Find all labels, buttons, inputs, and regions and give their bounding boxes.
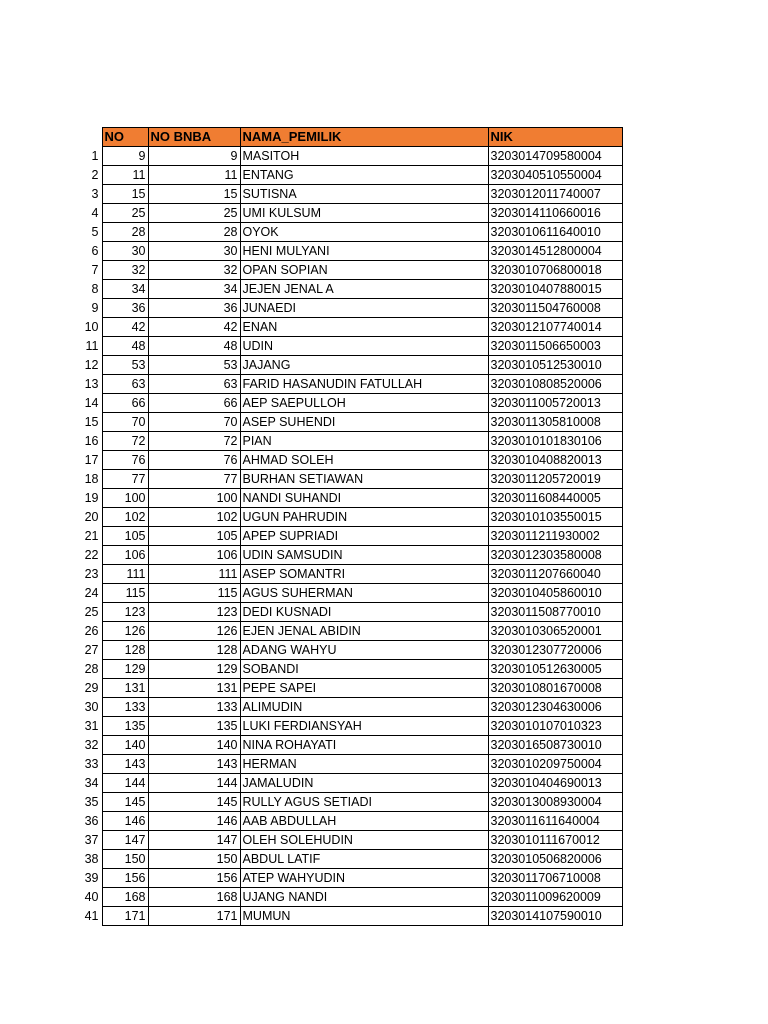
nama-pemilik-cell: MUMUN: [240, 907, 488, 926]
no-cell: 9: [102, 147, 148, 166]
row-index-header: [82, 128, 102, 147]
no-bnba-cell: 32: [148, 261, 240, 280]
nik-cell: 3203010801670008: [488, 679, 622, 698]
nama-pemilik-cell: NANDI SUHANDI: [240, 489, 488, 508]
table-row: [82, 736, 622, 755]
nik-cell: 3203012303580008: [488, 546, 622, 565]
nik-cell: 3203011611640004: [488, 812, 622, 831]
table-row: [82, 698, 622, 717]
no-bnba-cell: 106: [148, 546, 240, 565]
no-bnba-cell: 25: [148, 204, 240, 223]
nik-cell: 3203012307720006: [488, 641, 622, 660]
no-cell: 70: [102, 413, 148, 432]
nik-cell: 3203011504760008: [488, 299, 622, 318]
column-header-no: NO: [102, 128, 148, 147]
nama-pemilik-cell: ENTANG: [240, 166, 488, 185]
no-cell: 48: [102, 337, 148, 356]
no-bnba-cell: 123: [148, 603, 240, 622]
nik-cell: 3203010506820006: [488, 850, 622, 869]
table-row: [82, 166, 622, 185]
row-index-cell: 28: [82, 660, 102, 679]
table-row: [82, 261, 622, 280]
nik-cell: 3203010103550015: [488, 508, 622, 527]
no-bnba-cell: 145: [148, 793, 240, 812]
no-cell: 131: [102, 679, 148, 698]
row-index-cell: 20: [82, 508, 102, 527]
no-bnba-cell: 53: [148, 356, 240, 375]
nik-cell: 3203011305810008: [488, 413, 622, 432]
no-bnba-cell: 36: [148, 299, 240, 318]
no-cell: 123: [102, 603, 148, 622]
nik-cell: 3203010407880015: [488, 280, 622, 299]
nik-cell: 3203012107740014: [488, 318, 622, 337]
nik-cell: 3203040510550004: [488, 166, 622, 185]
row-index-cell: 3: [82, 185, 102, 204]
nik-cell: 3203010111670012: [488, 831, 622, 850]
table-row: [82, 660, 622, 679]
table-row: [82, 888, 622, 907]
no-bnba-cell: 168: [148, 888, 240, 907]
nama-pemilik-cell: AEP SAEPULLOH: [240, 394, 488, 413]
no-bnba-cell: 70: [148, 413, 240, 432]
table-row: [82, 508, 622, 527]
table-row: [82, 451, 622, 470]
table-row: [82, 413, 622, 432]
no-cell: 171: [102, 907, 148, 926]
no-cell: 76: [102, 451, 148, 470]
no-bnba-cell: 129: [148, 660, 240, 679]
row-index-cell: 35: [82, 793, 102, 812]
no-cell: 146: [102, 812, 148, 831]
nama-pemilik-cell: NINA ROHAYATI: [240, 736, 488, 755]
table-row: [82, 565, 622, 584]
nama-pemilik-cell: HENI MULYANI: [240, 242, 488, 261]
table-row: [82, 812, 622, 831]
nama-pemilik-cell: OYOK: [240, 223, 488, 242]
row-index-cell: 29: [82, 679, 102, 698]
no-cell: 42: [102, 318, 148, 337]
no-cell: 128: [102, 641, 148, 660]
table-row: [82, 850, 622, 869]
no-bnba-cell: 140: [148, 736, 240, 755]
table-row: [82, 280, 622, 299]
table-row: [82, 299, 622, 318]
no-bnba-cell: 66: [148, 394, 240, 413]
nama-pemilik-cell: BURHAN SETIAWAN: [240, 470, 488, 489]
table-row: [82, 223, 622, 242]
no-cell: 25: [102, 204, 148, 223]
row-index-cell: 17: [82, 451, 102, 470]
no-cell: 144: [102, 774, 148, 793]
nama-pemilik-cell: DEDI KUSNADI: [240, 603, 488, 622]
no-cell: 126: [102, 622, 148, 641]
nama-pemilik-cell: ENAN: [240, 318, 488, 337]
row-index-cell: 8: [82, 280, 102, 299]
nama-pemilik-cell: PIAN: [240, 432, 488, 451]
row-index-cell: 23: [82, 565, 102, 584]
nik-cell: 3203012304630006: [488, 698, 622, 717]
no-cell: 34: [102, 280, 148, 299]
nama-pemilik-cell: JAJANG: [240, 356, 488, 375]
nik-cell: 3203014709580004: [488, 147, 622, 166]
no-cell: 150: [102, 850, 148, 869]
nik-cell: 3203011207660040: [488, 565, 622, 584]
nik-cell: 3203014512800004: [488, 242, 622, 261]
row-index-cell: 39: [82, 869, 102, 888]
row-index-cell: 22: [82, 546, 102, 565]
table-row: [82, 622, 622, 641]
row-index-cell: 36: [82, 812, 102, 831]
table-row: [82, 831, 622, 850]
no-bnba-cell: 42: [148, 318, 240, 337]
nama-pemilik-cell: UGUN PAHRUDIN: [240, 508, 488, 527]
no-cell: 106: [102, 546, 148, 565]
no-cell: 129: [102, 660, 148, 679]
no-bnba-cell: 131: [148, 679, 240, 698]
row-index-cell: 11: [82, 337, 102, 356]
row-index-cell: 37: [82, 831, 102, 850]
no-bnba-cell: 76: [148, 451, 240, 470]
table-row: [82, 489, 622, 508]
nama-pemilik-cell: HERMAN: [240, 755, 488, 774]
nik-cell: 3203010408820013: [488, 451, 622, 470]
nama-pemilik-cell: JEJEN JENAL A: [240, 280, 488, 299]
row-index-cell: 30: [82, 698, 102, 717]
table-row: [82, 147, 622, 166]
nik-cell: 3203012011740007: [488, 185, 622, 204]
no-bnba-cell: 128: [148, 641, 240, 660]
no-cell: 30: [102, 242, 148, 261]
row-index-cell: 32: [82, 736, 102, 755]
nama-pemilik-cell: UJANG NANDI: [240, 888, 488, 907]
nama-pemilik-cell: AGUS SUHERMAN: [240, 584, 488, 603]
nik-cell: 3203011009620009: [488, 888, 622, 907]
nama-pemilik-cell: ADANG WAHYU: [240, 641, 488, 660]
row-index-cell: 14: [82, 394, 102, 413]
no-cell: 140: [102, 736, 148, 755]
nama-pemilik-cell: EJEN JENAL ABIDIN: [240, 622, 488, 641]
no-bnba-cell: 30: [148, 242, 240, 261]
no-bnba-cell: 15: [148, 185, 240, 204]
row-index-cell: 2: [82, 166, 102, 185]
column-header-no-bnba: NO BNBA: [148, 128, 240, 147]
nik-cell: 3203011608440005: [488, 489, 622, 508]
nik-cell: 3203011205720019: [488, 470, 622, 489]
nama-pemilik-cell: UDIN SAMSUDIN: [240, 546, 488, 565]
row-index-cell: 7: [82, 261, 102, 280]
nik-cell: 3203010405860010: [488, 584, 622, 603]
no-cell: 77: [102, 470, 148, 489]
nik-cell: 3203010611640010: [488, 223, 622, 242]
no-bnba-cell: 11: [148, 166, 240, 185]
table-row: [82, 793, 622, 812]
nama-pemilik-cell: ALIMUDIN: [240, 698, 488, 717]
row-index-cell: 16: [82, 432, 102, 451]
no-cell: 115: [102, 584, 148, 603]
no-bnba-cell: 9: [148, 147, 240, 166]
table-row: [82, 527, 622, 546]
no-bnba-cell: 126: [148, 622, 240, 641]
column-header-nik: NIK: [488, 128, 622, 147]
nik-cell: 3203011508770010: [488, 603, 622, 622]
nama-pemilik-cell: SOBANDI: [240, 660, 488, 679]
no-bnba-cell: 102: [148, 508, 240, 527]
nama-pemilik-cell: AAB ABDULLAH: [240, 812, 488, 831]
no-bnba-cell: 63: [148, 375, 240, 394]
nama-pemilik-cell: APEP SUPRIADI: [240, 527, 488, 546]
no-bnba-cell: 77: [148, 470, 240, 489]
nik-cell: 3203011005720013: [488, 394, 622, 413]
row-index-cell: 5: [82, 223, 102, 242]
nama-pemilik-cell: JAMALUDIN: [240, 774, 488, 793]
no-cell: 53: [102, 356, 148, 375]
owner-table: [82, 127, 623, 926]
no-bnba-cell: 28: [148, 223, 240, 242]
table-row: [82, 679, 622, 698]
nama-pemilik-cell: OPAN SOPIAN: [240, 261, 488, 280]
no-cell: 135: [102, 717, 148, 736]
row-index-cell: 6: [82, 242, 102, 261]
row-index-cell: 26: [82, 622, 102, 641]
row-index-cell: 24: [82, 584, 102, 603]
nik-cell: 3203014110660016: [488, 204, 622, 223]
no-bnba-cell: 143: [148, 755, 240, 774]
no-cell: 63: [102, 375, 148, 394]
no-cell: 15: [102, 185, 148, 204]
nik-cell: 3203011211930002: [488, 527, 622, 546]
no-bnba-cell: 146: [148, 812, 240, 831]
table-header-row: [82, 128, 622, 147]
row-index-cell: 18: [82, 470, 102, 489]
nik-cell: 3203010306520001: [488, 622, 622, 641]
table-row: [82, 356, 622, 375]
no-cell: 105: [102, 527, 148, 546]
table-row: [82, 603, 622, 622]
no-cell: 72: [102, 432, 148, 451]
no-cell: 145: [102, 793, 148, 812]
row-index-cell: 21: [82, 527, 102, 546]
row-index-cell: 13: [82, 375, 102, 394]
nama-pemilik-cell: ABDUL LATIF: [240, 850, 488, 869]
table-row: [82, 375, 622, 394]
nama-pemilik-cell: OLEH SOLEHUDIN: [240, 831, 488, 850]
row-index-cell: 10: [82, 318, 102, 337]
nik-cell: 3203010512630005: [488, 660, 622, 679]
row-index-cell: 27: [82, 641, 102, 660]
no-bnba-cell: 100: [148, 489, 240, 508]
nik-cell: 3203010101830106: [488, 432, 622, 451]
no-bnba-cell: 156: [148, 869, 240, 888]
no-cell: 32: [102, 261, 148, 280]
nama-pemilik-cell: ATEP WAHYUDIN: [240, 869, 488, 888]
no-cell: 36: [102, 299, 148, 318]
table-row: [82, 318, 622, 337]
row-index-cell: 34: [82, 774, 102, 793]
no-cell: 66: [102, 394, 148, 413]
nik-cell: 3203011506650003: [488, 337, 622, 356]
table-row: [82, 470, 622, 489]
table-row: [82, 185, 622, 204]
row-index-cell: 38: [82, 850, 102, 869]
table-row: [82, 641, 622, 660]
no-bnba-cell: 147: [148, 831, 240, 850]
no-bnba-cell: 72: [148, 432, 240, 451]
nama-pemilik-cell: UDIN: [240, 337, 488, 356]
row-index-cell: 19: [82, 489, 102, 508]
nama-pemilik-cell: RULLY AGUS SETIADI: [240, 793, 488, 812]
table-row: [82, 774, 622, 793]
table-row: [82, 755, 622, 774]
table-row: [82, 717, 622, 736]
no-bnba-cell: 135: [148, 717, 240, 736]
nama-pemilik-cell: SUTISNA: [240, 185, 488, 204]
no-bnba-cell: 171: [148, 907, 240, 926]
no-bnba-cell: 105: [148, 527, 240, 546]
table-row: [82, 546, 622, 565]
table-row: [82, 394, 622, 413]
nama-pemilik-cell: LUKI FERDIANSYAH: [240, 717, 488, 736]
nama-pemilik-cell: AHMAD SOLEH: [240, 451, 488, 470]
no-bnba-cell: 150: [148, 850, 240, 869]
table-row: [82, 242, 622, 261]
nik-cell: 3203010512530010: [488, 356, 622, 375]
nama-pemilik-cell: ASEP SUHENDI: [240, 413, 488, 432]
row-index-cell: 15: [82, 413, 102, 432]
no-bnba-cell: 34: [148, 280, 240, 299]
row-index-cell: 4: [82, 204, 102, 223]
table-row: [82, 584, 622, 603]
table-row: [82, 907, 622, 926]
table-row: [82, 432, 622, 451]
row-index-cell: 40: [82, 888, 102, 907]
table-row: [82, 337, 622, 356]
no-bnba-cell: 144: [148, 774, 240, 793]
no-cell: 11: [102, 166, 148, 185]
nik-cell: 3203014107590010: [488, 907, 622, 926]
column-header-nama-pemilik: NAMA_PEMILIK: [240, 128, 488, 147]
table-body: [82, 147, 622, 926]
nik-cell: 3203010404690013: [488, 774, 622, 793]
no-cell: 100: [102, 489, 148, 508]
nik-cell: 3203016508730010: [488, 736, 622, 755]
row-index-cell: 25: [82, 603, 102, 622]
row-index-cell: 41: [82, 907, 102, 926]
nama-pemilik-cell: ASEP SOMANTRI: [240, 565, 488, 584]
nik-cell: 3203010107010323: [488, 717, 622, 736]
nik-cell: 3203010209750004: [488, 755, 622, 774]
no-cell: 28: [102, 223, 148, 242]
no-cell: 156: [102, 869, 148, 888]
row-index-cell: 12: [82, 356, 102, 375]
row-index-cell: 9: [82, 299, 102, 318]
nama-pemilik-cell: JUNAEDI: [240, 299, 488, 318]
nik-cell: 3203010706800018: [488, 261, 622, 280]
no-cell: 133: [102, 698, 148, 717]
row-index-cell: 33: [82, 755, 102, 774]
table-row: [82, 869, 622, 888]
nik-cell: 3203011706710008: [488, 869, 622, 888]
row-index-cell: 31: [82, 717, 102, 736]
no-bnba-cell: 115: [148, 584, 240, 603]
row-index-cell: 1: [82, 147, 102, 166]
no-bnba-cell: 111: [148, 565, 240, 584]
nik-cell: 3203013008930004: [488, 793, 622, 812]
no-cell: 102: [102, 508, 148, 527]
no-cell: 147: [102, 831, 148, 850]
nama-pemilik-cell: UMI KULSUM: [240, 204, 488, 223]
no-cell: 143: [102, 755, 148, 774]
nama-pemilik-cell: PEPE SAPEI: [240, 679, 488, 698]
nama-pemilik-cell: FARID HASANUDIN FATULLAH: [240, 375, 488, 394]
no-cell: 168: [102, 888, 148, 907]
no-bnba-cell: 133: [148, 698, 240, 717]
no-bnba-cell: 48: [148, 337, 240, 356]
no-cell: 111: [102, 565, 148, 584]
table-row: [82, 204, 622, 223]
nik-cell: 3203010808520006: [488, 375, 622, 394]
nama-pemilik-cell: MASITOH: [240, 147, 488, 166]
